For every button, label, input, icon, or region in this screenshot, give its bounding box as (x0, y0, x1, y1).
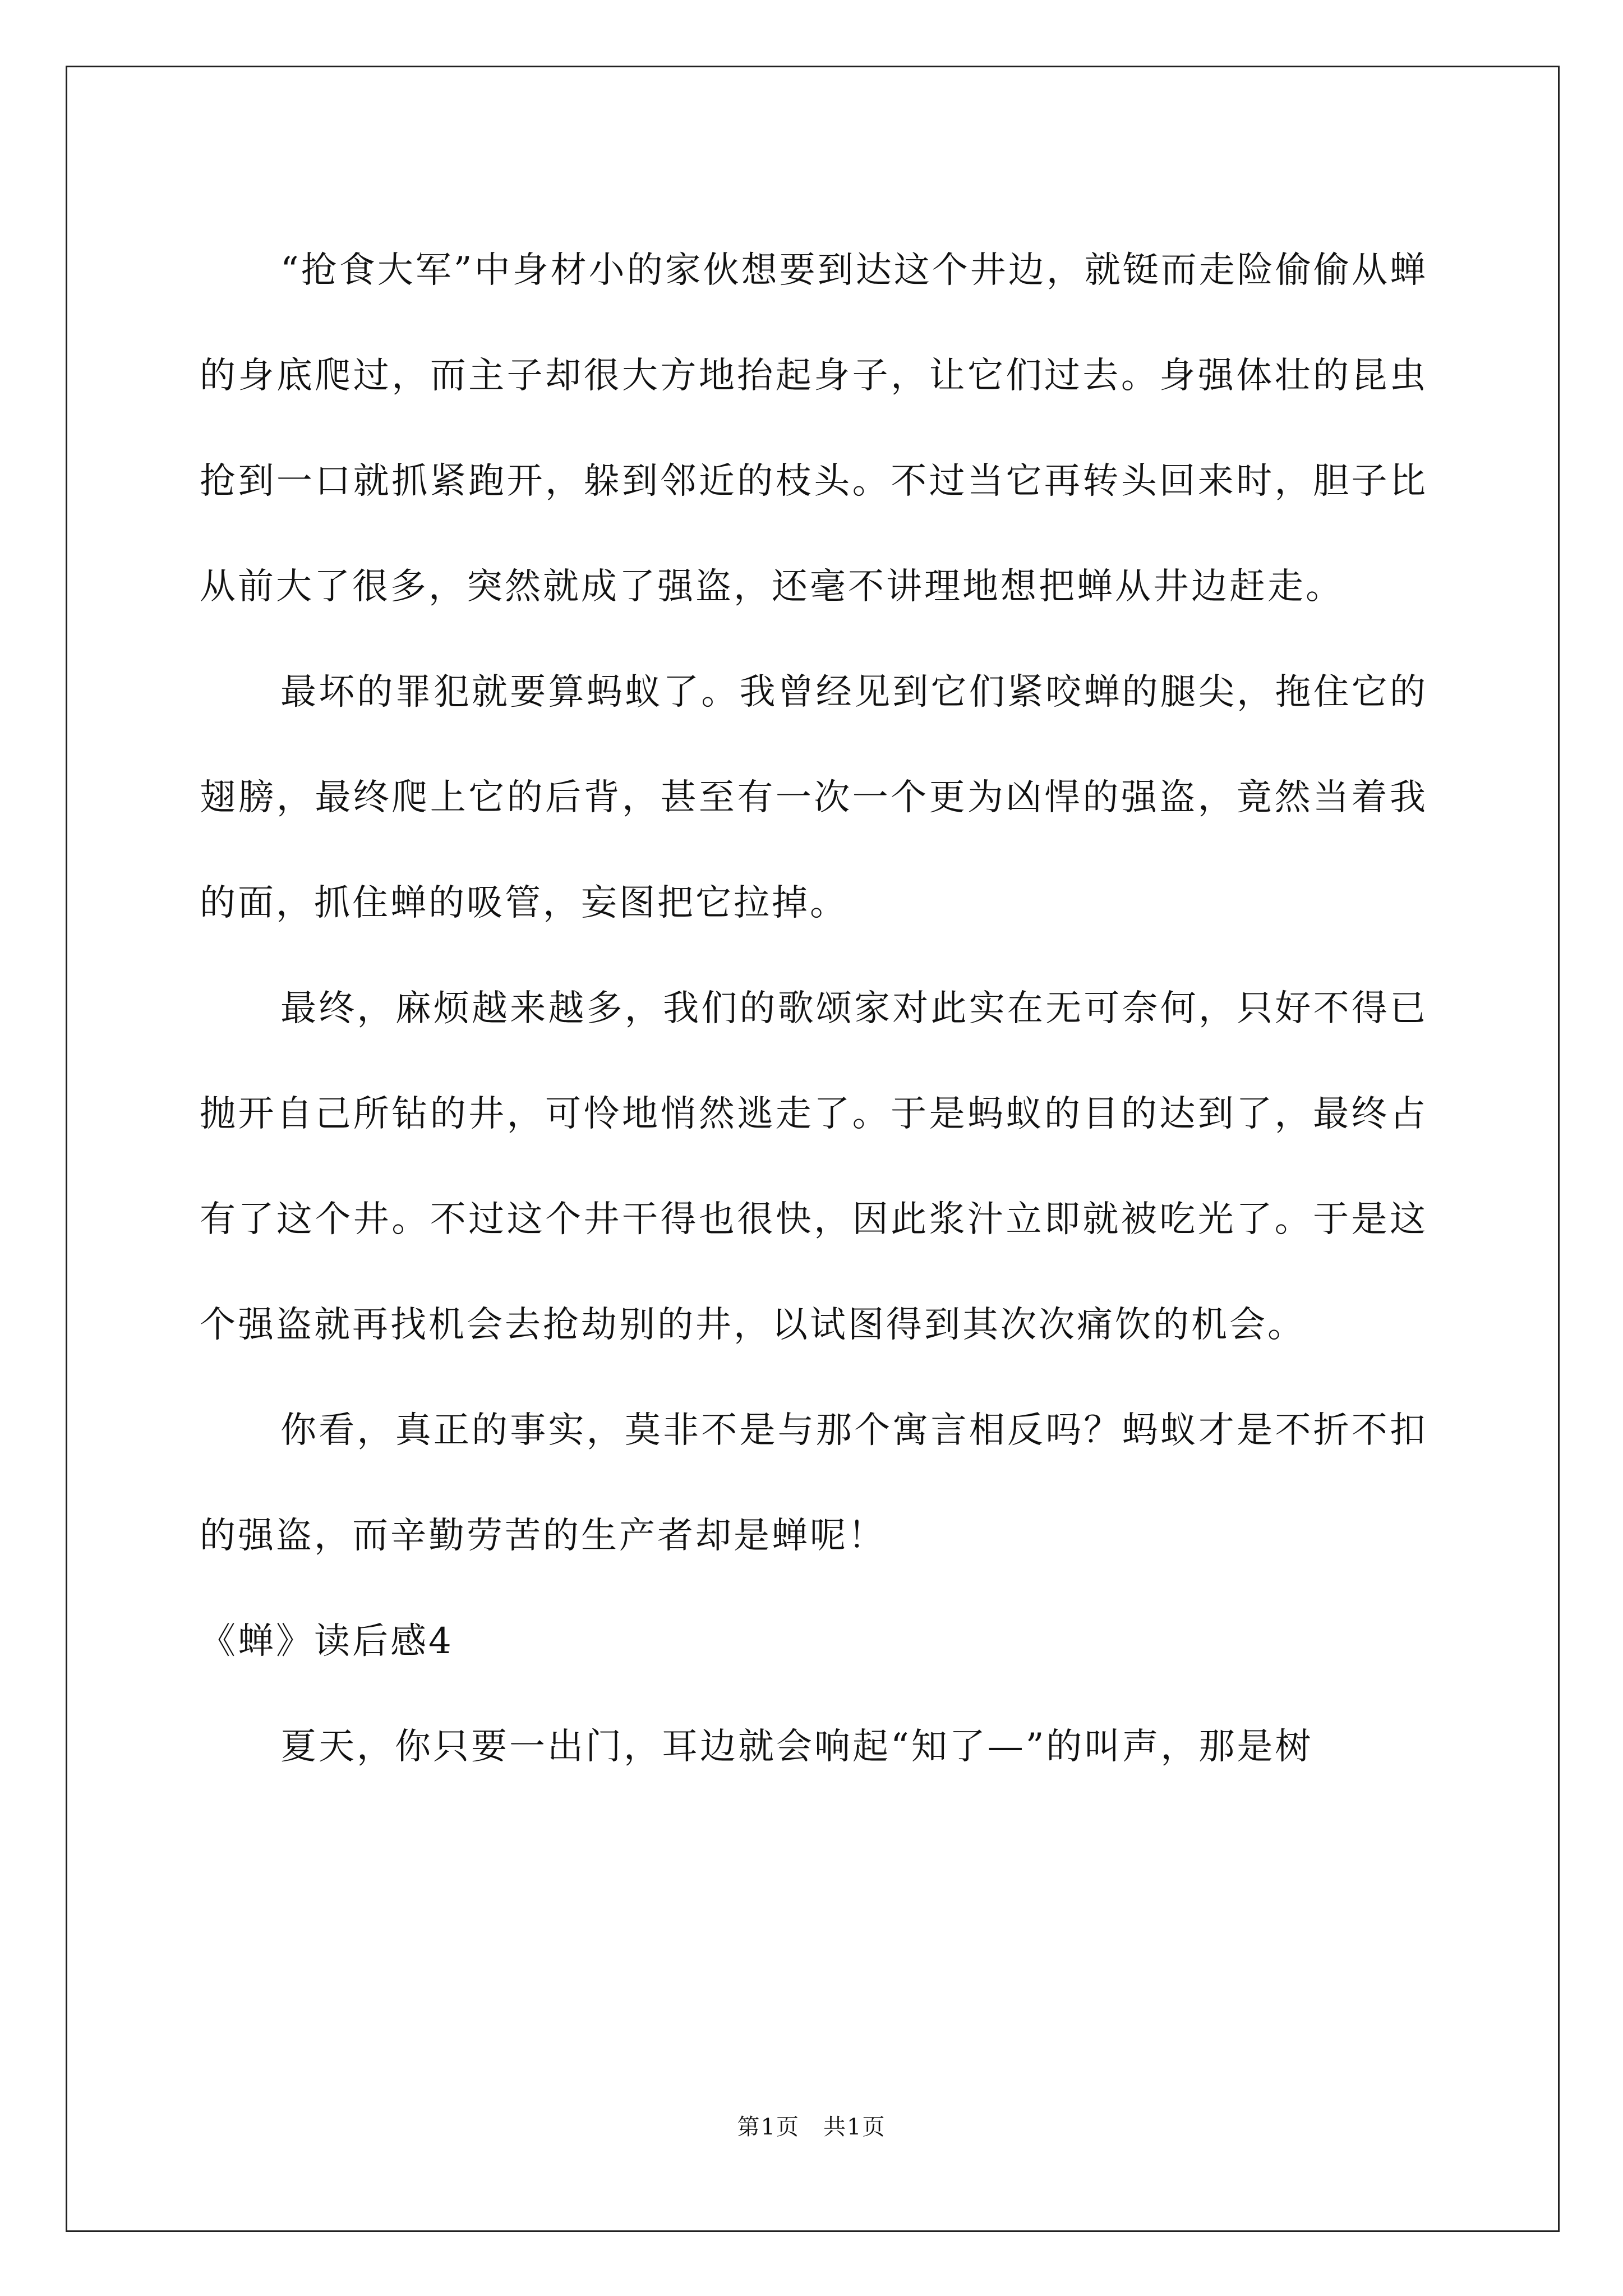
document-body (200, 218, 1428, 1800)
paragraph: 最终，麻烦越来越多，我们的歌颂家对此实在无可奈何，只好不得已抛开自己所钻的井，可怜地悄然逃走了。于是蚂蚁的目的达到了，最终占有了这个井。不过这个井干得也很快，因此浆汁立即就被吃光了。于是这个强盗就再找机会去抢劫别的井，以试图得到其次次痛饮的机会。 (200, 988, 1428, 1346)
paragraph: 最坏的罪犯就要算蚂蚁了。我曾经见到它们紧咬蝉的腿尖，拖住它的翅膀，最终爬上它的后背，甚至有一次一个更为凶悍的强盗，竟然当着我的面，抓住蝉的吸管，妄图把它拉掉。 (200, 671, 1428, 924)
page-number-footer: 第1页 共1页 (737, 2114, 886, 2140)
paragraph: 你看，真正的事实，莫非不是与那个寓言相反吗？蚂蚁才是不折不扣的强盗，而辛勤劳苦的生产者却是蝉呢！ (200, 1410, 1428, 1557)
paragraph: 夏天，你只要一出门，耳边就会响起“知了—”的叫声，那是树 (280, 1726, 1313, 1768)
section-heading: 《蝉》读后感4 (200, 1621, 454, 1662)
paragraph: “抢食大军”中身材小的家伙想要到达这个井边，就铤而走险偷偷从蝉的身底爬过，而主子却很大方地抬起身子，让它们过去。身强体壮的昆虫抢到一口就抓紧跑开，躲到邻近的枝头。不过当它再转头回来时，胆子比从前大了很多，突然就成了强盗，还毫不讲理地想把蝉从井边赶走。 (200, 250, 1428, 608)
